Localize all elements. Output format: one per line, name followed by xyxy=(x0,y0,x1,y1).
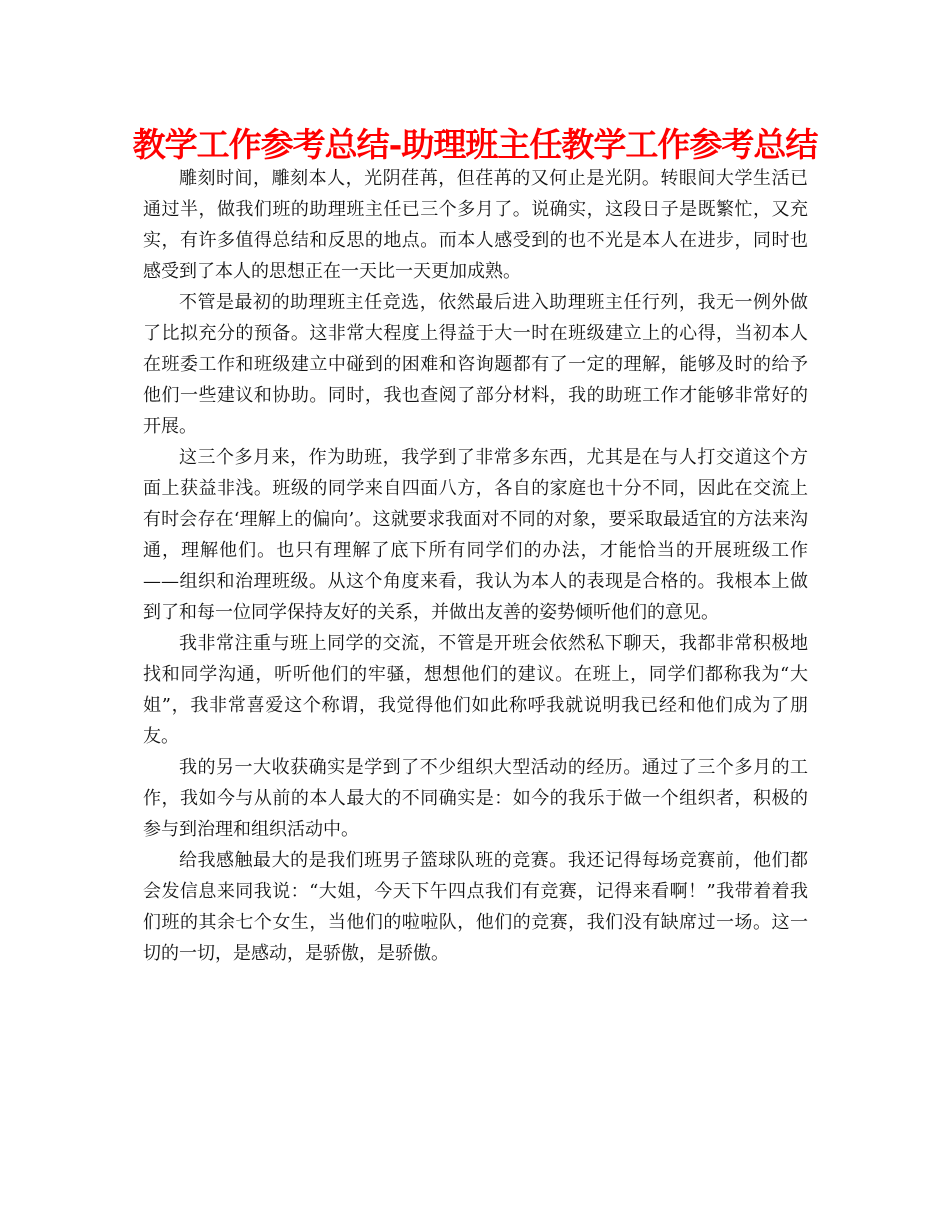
document-title: 教学工作参考总结-助理班主任教学工作参考总结 xyxy=(132,125,818,164)
paragraph-5: 我的另一大收获确实是学到了不少组织大型活动的经历。通过了三个多月的工作，我如今与从前的本人最大的不同确实是：如今的我乐于做一个组织者，积极的参与到治理和组织活动中。 xyxy=(143,757,808,840)
document-body xyxy=(143,163,808,969)
paragraph-6: 给我感触最大的是我们班男子篮球队班的竞赛。我还记得每场竞赛前，他们都会发信息来同我说：“大姐，今天下午四点我们有竞赛，记得来看啊！”我带着着我们班的其余七个女生，当他们的啦啦队，他们的竞赛，我们没有缺席过一场。这一切的一切，是感动，是骄傲，是骄傲。 xyxy=(143,850,808,964)
paragraph-2: 不管是最初的助理班主任竞选，依然最后进入助理班主任行列，我无一例外做了比拟充分的预备。这非常大程度上得益于大一时在班级建立上的心得，当初本人在班委工作和班级建立中碰到的困难和咨询题都有了一定的理解，能够及时的给予他们一些建议和协助。同时，我也查阅了部分材料，我的助班工作才能够非常好的开展。 xyxy=(143,292,808,437)
paragraph-3: 这三个多月来，作为助班，我学到了非常多东西，尤其是在与人打交道这个方面上获益非浅。班级的同学来自四面八方，各自的家庭也十分不同，因此在交流上有时会存在‘理解上的偏向’。这就要求我面对不同的对象，要采取最适宜的方法来沟通，理解他们。也只有理解了底下所有同学们的办法，才能恰当的开展班级工作——组织和治理班级。从这个角度来看，我认为本人的表现是合格的。我根本上做到了和每一位同学保持友好的关系，并做出友善的姿势倾听他们的意见。 xyxy=(143,447,808,623)
paragraph-1: 雕刻时间，雕刻本人，光阴荏苒，但荏苒的又何止是光阴。转眼间大学生活已通过半，做我们班的助理班主任已三个多月了。说确实，这段日子是既繁忙，又充实，有许多值得总结和反思的地点。而本人感受到的也不光是本人在进步，同时也感受到了本人的思想正在一天比一天更加成熟。 xyxy=(143,168,808,282)
paragraph-4: 我非常注重与班上同学的交流，不管是开班会依然私下聊天，我都非常积极地找和同学沟通，听听他们的牢骚，想想他们的建议。在班上，同学们都称我为“大姐”，我非常喜爱这个称谓，我觉得他们如此称呼我就说明我已经和他们成为了朋友。 xyxy=(143,633,808,747)
